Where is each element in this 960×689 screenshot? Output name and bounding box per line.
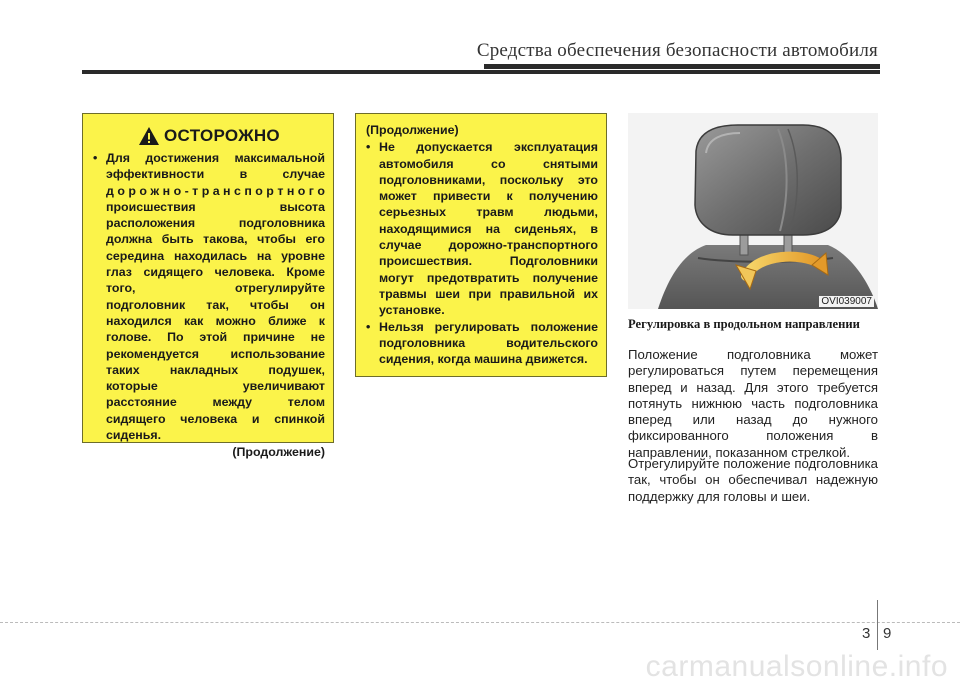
headrest-illustration [628,113,878,309]
header-rule-accent [484,64,880,69]
caution-box [82,113,334,460]
caution-line: середина находилась на уровне [106,248,325,263]
footer-dashed-line [0,622,960,623]
chapter-number: 3 [862,625,871,642]
caution-line: Для достижения максимальной [106,151,325,165]
figure-caption: OVI039007 [821,296,872,307]
warning-triangle-icon [138,126,160,146]
caution-line: голове. По этой причине не [106,330,325,345]
continued-label: (Продолжение) [366,123,459,137]
caution-line: сиденья. [106,428,162,443]
caution-title: ОСТОРОЖНО [164,126,280,145]
page-number: 9 [883,625,892,642]
caution-line: расстояние между телом [106,395,325,410]
section-heading: Регулировка в продольном направлении [628,317,860,331]
header-rule [82,70,880,74]
caution-line: того, отрегулируйте [106,281,325,296]
caution-bullet [366,139,598,318]
caution-line: происшествия высота [106,199,325,214]
caution-line: подголовник так, чтобы он [106,297,325,312]
caution-bullet [366,319,598,368]
headrest-drawing [628,113,878,309]
caution-line: глаз сидящего человека. Кроме [106,265,325,280]
bullet-dot: • [93,151,98,165]
page-number-divider [877,600,878,650]
caution-line: сидящего человека и спинкой [106,411,325,426]
caution-bullet-text: Не допускается эксплуатация автомобиля со снятыми подголовниками, поскольку это может привести к получению серьезных травм людьми, находящимися на сиденьях, в случае дорожно-транспортного происшествия. Подголовники могут предотвратить получение травмы шеи при правильной их установке. [379,140,598,318]
caution-bullet-text [106,150,325,443]
bullet-dot: • [366,140,371,155]
caution-line: находился как можно ближе к [106,313,325,328]
section-paragraph: Положение подголовника может регулироваться путем перемещения вперед и назад. Для этого требуется потянуть нижнюю часть подголовника вперед или назад до нужного фиксированного положения в направлении, показанном стрелкой. [628,347,878,460]
caution-heading [93,126,325,146]
section-paragraph: Отрегулируйте положение подголовника так, чтобы он обеспечивал надежную поддержку для головы и шеи. [628,456,878,504]
bullet-dot: • [366,319,371,334]
caution-line: д о р о ж н о - т р а н с п о р т н о г о [106,183,325,198]
continued-label: (Продолжение) [232,445,325,460]
caution-line: расположения подголовника [106,216,325,231]
watermark: carmanualsonline.info [645,650,948,683]
caution-line: таких накладных подушек, [106,362,325,377]
caution-bullet-text: Нельзя регулировать положение подголовника водительского сидения, когда машина движется. [379,319,598,367]
caution-line: должна быть такова, чтобы его [106,232,325,247]
caution-continued-box [355,113,607,377]
caution-bullet [93,150,325,443]
page-header-title: Средства обеспечения безопасности автомобиля [476,40,878,61]
caution-line: которые увеличивают [106,379,325,394]
caution-line: рекомендуется использование [106,346,325,361]
caution-line: эффективности в случае [106,167,325,182]
